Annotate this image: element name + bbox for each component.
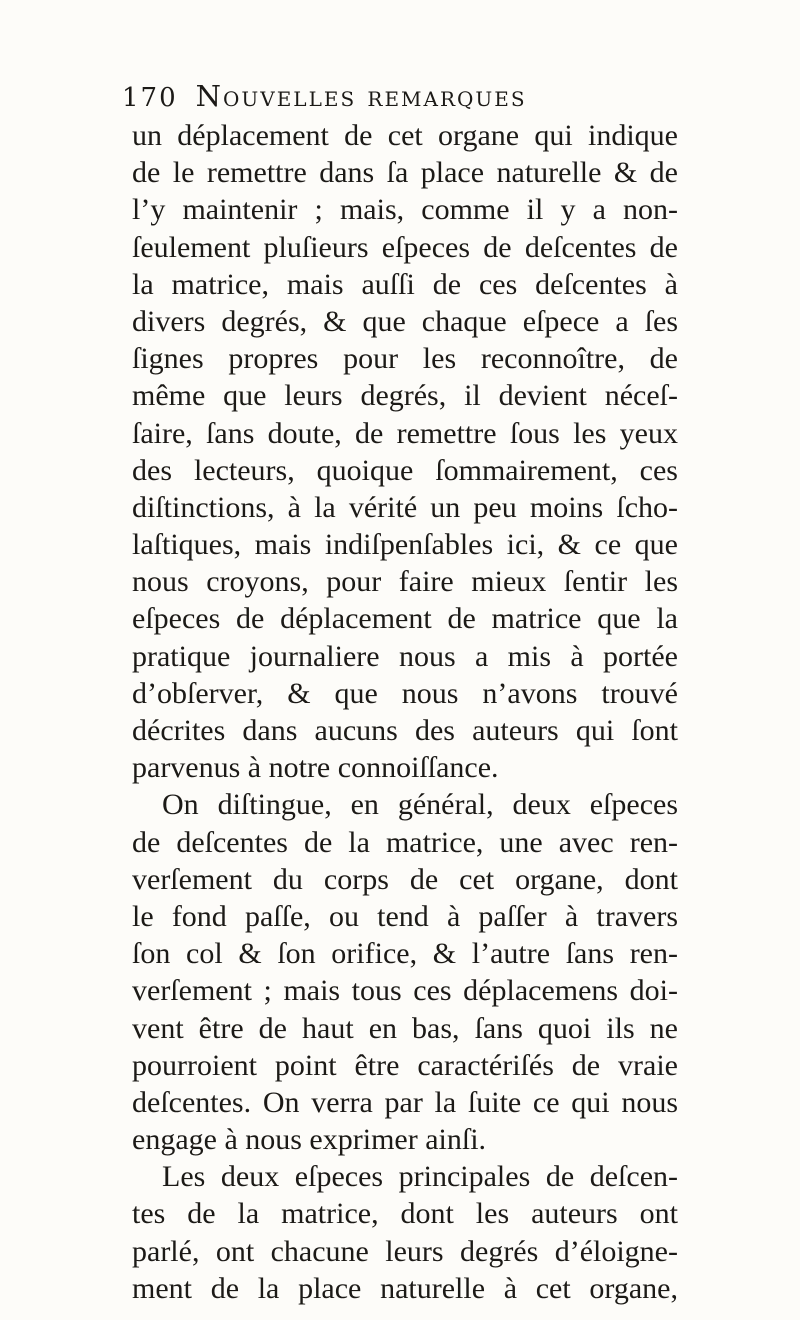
text-line: verſement ; mais tous ces déplacemens doi- — [132, 974, 678, 1008]
page-header — [122, 76, 682, 116]
text-line: des lecteurs, quoique ſommairement, ces — [132, 453, 678, 487]
text-line: l’y maintenir ; mais, comme il y a non- — [132, 193, 678, 227]
paragraph-2 — [132, 786, 678, 1158]
text-line: ſignes propres pour les reconnoître, de — [132, 342, 678, 376]
text-line: pourroient point être caractériſés de vraie — [132, 1048, 678, 1082]
text-line: de le remettre dans ſa place naturelle & de — [132, 156, 678, 190]
paragraph-1 — [132, 117, 678, 786]
text-line: même que leurs degrés, il devient néceſ- — [132, 379, 678, 413]
text-line: ment de la place naturelle à cet organe, — [132, 1271, 678, 1305]
text-line: nous croyons, pour faire mieux ſentir les — [132, 565, 678, 599]
text-line: un déplacement de cet organe qui indique — [132, 119, 678, 152]
text-line: parvenus à notre connoiſſance. — [132, 751, 499, 785]
text-line: On diſtingue, en général, deux eſpeces — [162, 788, 678, 822]
body-text — [132, 117, 678, 1307]
running-head: Nouvelles remarques — [195, 79, 527, 113]
text-line: eſpeces de déplacement de matrice que la — [132, 602, 678, 636]
text-line: verſement du corps de cet organe, dont — [132, 862, 678, 896]
text-line: vent être de haut en bas, ſans quoi ils ne — [132, 1011, 678, 1045]
text-line: ſon col & ſon orifice, & l’autre ſans ren- — [132, 937, 678, 971]
text-line: laſtiques, mais indiſpenſables ici, & ce que — [132, 528, 678, 562]
text-line: diſtinctions, à la vérité un peu moins ſcho- — [132, 490, 678, 524]
text-line: parlé, ont chacune leurs degrés d’éloigne- — [132, 1234, 678, 1268]
text-line: décrites dans aucuns des auteurs qui ſont — [132, 714, 678, 747]
text-line: le fond paſſe, ou tend à paſſer à travers — [132, 899, 678, 933]
text-line: tes de la matrice, dont les auteurs ont — [132, 1197, 678, 1231]
text-line: la matrice, mais auſſi de ces deſcentes à — [132, 267, 678, 301]
text-line: de deſcentes de la matrice, une avec ren- — [132, 825, 678, 859]
text-line: Les deux eſpeces principales de deſcen- — [162, 1160, 678, 1194]
text-line: ſaire, ſans doute, de remettre ſous les yeux — [132, 416, 678, 450]
text-line: ſeulement pluſieurs eſpeces de deſcentes de — [132, 230, 678, 264]
text-line: d’obſerver, & que nous n’avons trouvé — [132, 676, 678, 710]
text-line: pratique journaliere nous a mis à portée — [132, 639, 678, 673]
text-line: divers degrés, & que chaque eſpece a ſes — [132, 304, 678, 338]
paragraph-3 — [132, 1158, 678, 1307]
text-line: engage à nous exprimer ainſi. — [132, 1123, 487, 1157]
page-number: 170 — [122, 83, 178, 113]
text-line: deſcentes. On verra par la ſuite ce qui nous — [132, 1085, 678, 1119]
